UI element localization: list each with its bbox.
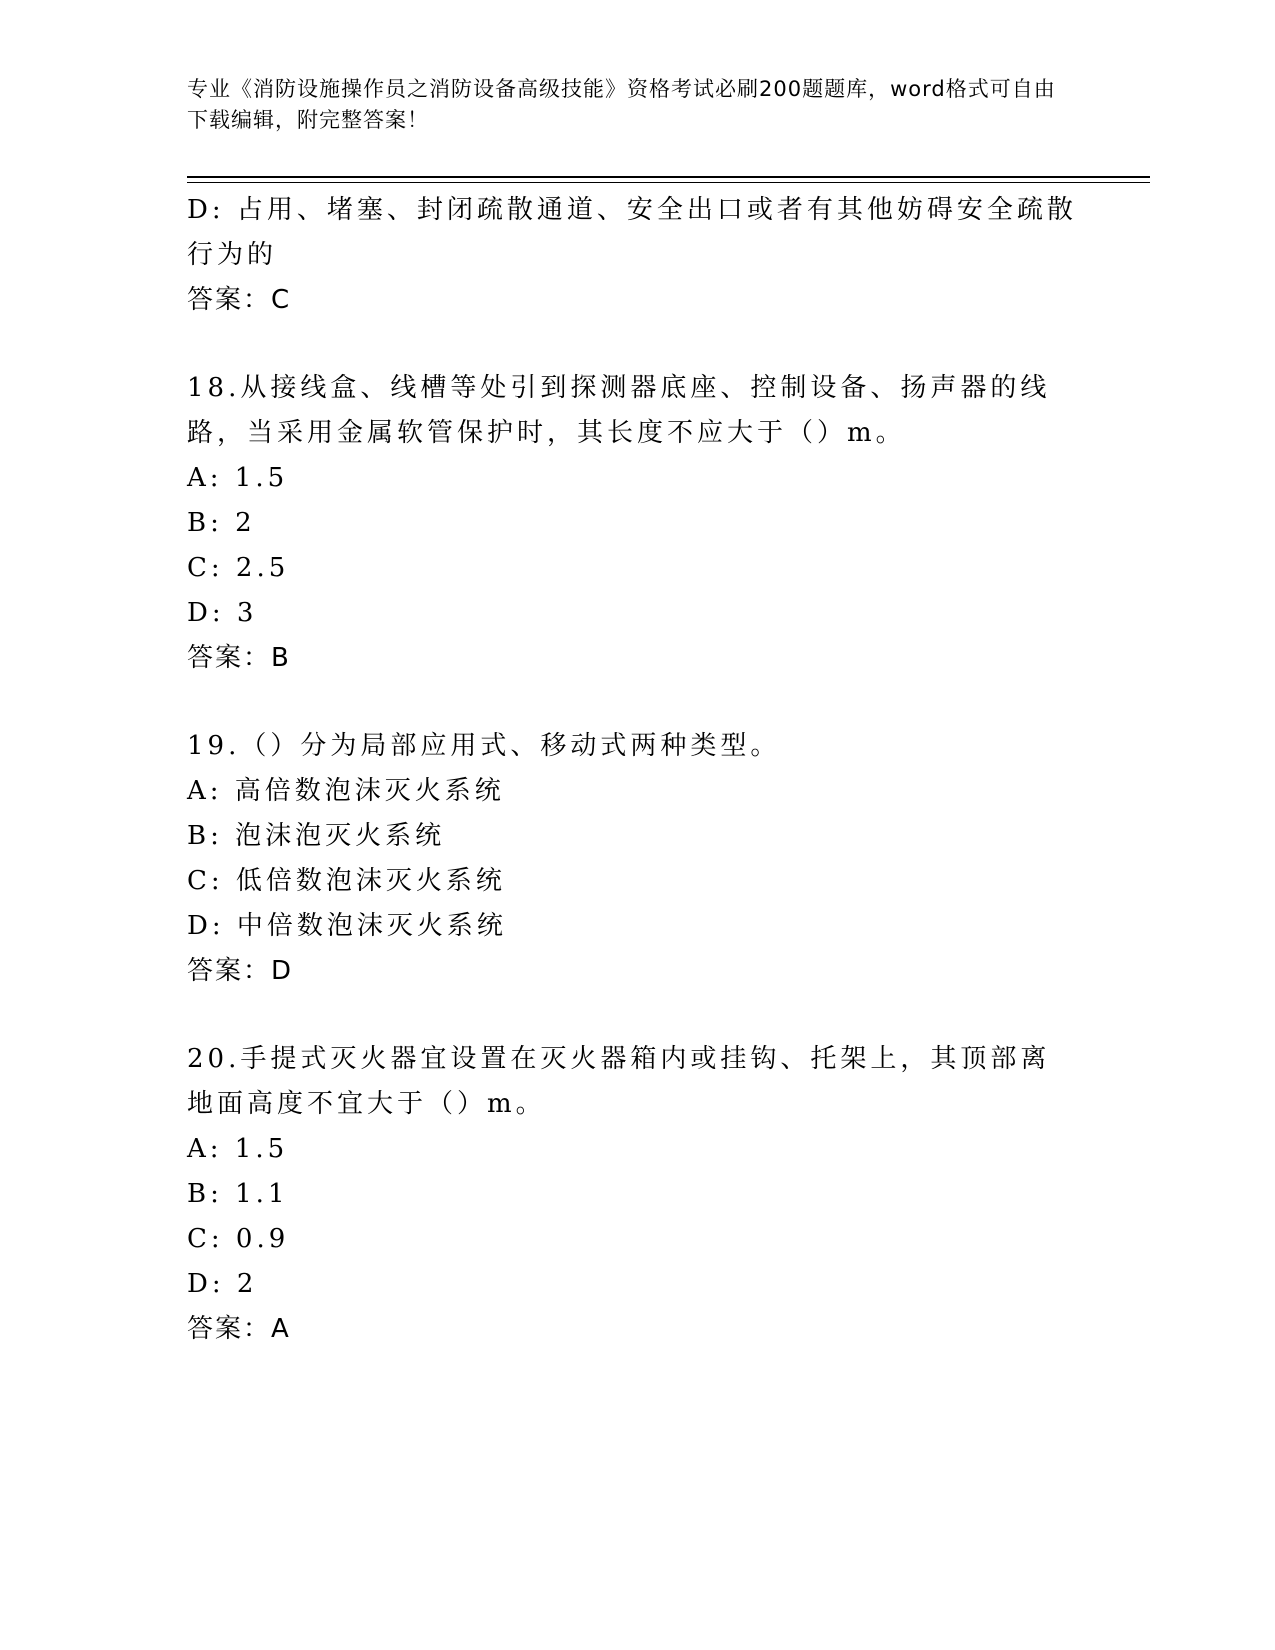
answer: 答案：A	[187, 1314, 291, 1344]
question-text: 20.手提式灭火器宜设置在灭火器箱内或挂钩、托架上，其顶部离地面高度不宜大于（）m。	[187, 1044, 1051, 1119]
document-header: 专业《消防设施操作员之消防设备高级技能》资格考试必刷200题题库，word格式可自由下载编辑，附完整答案！	[187, 77, 1056, 132]
question-17-answer: 答案：C	[187, 285, 292, 315]
option-a: A: 1.5	[187, 1134, 289, 1164]
option-b: B: 1.1	[187, 1179, 289, 1209]
question-content	[187, 188, 1077, 1352]
header-rule-thick	[187, 176, 1150, 178]
option-c: C: 2.5	[187, 553, 290, 583]
option-c: C: 0.9	[187, 1224, 290, 1254]
option-a: A: 1.5	[187, 463, 289, 493]
option-d: D: 3	[187, 598, 258, 628]
option-c: C: 低倍数泡沫灭火系统	[187, 866, 506, 896]
option-a: A: 高倍数泡沫灭火系统	[187, 776, 505, 806]
question-text: 18.从接线盒、线槽等处引到探测器底座、控制设备、扬声器的线路，当采用金属软管保护时，其长度不应大于（）m。	[187, 373, 1051, 448]
option-b: B: 2	[187, 508, 256, 538]
spacer	[187, 681, 1077, 724]
answer: 答案：B	[187, 643, 291, 673]
answer: 答案：D	[187, 956, 294, 986]
option-d: D: 中倍数泡沫灭火系统	[187, 911, 507, 941]
question-18	[187, 366, 1077, 681]
question-20	[187, 1037, 1077, 1352]
option-b: B: 泡沫泡灭火系统	[187, 821, 446, 851]
question-17-option-d: D: 占用、堵塞、封闭疏散通道、安全出口或者有其他妨碍安全疏散行为的	[187, 195, 1077, 270]
question-text: 19.（）分为局部应用式、移动式两种类型。	[187, 731, 781, 761]
spacer	[187, 323, 1077, 366]
spacer	[187, 994, 1077, 1037]
option-d: D: 2	[187, 1269, 258, 1299]
header-rule-thin	[187, 182, 1150, 183]
question-19	[187, 724, 1077, 994]
